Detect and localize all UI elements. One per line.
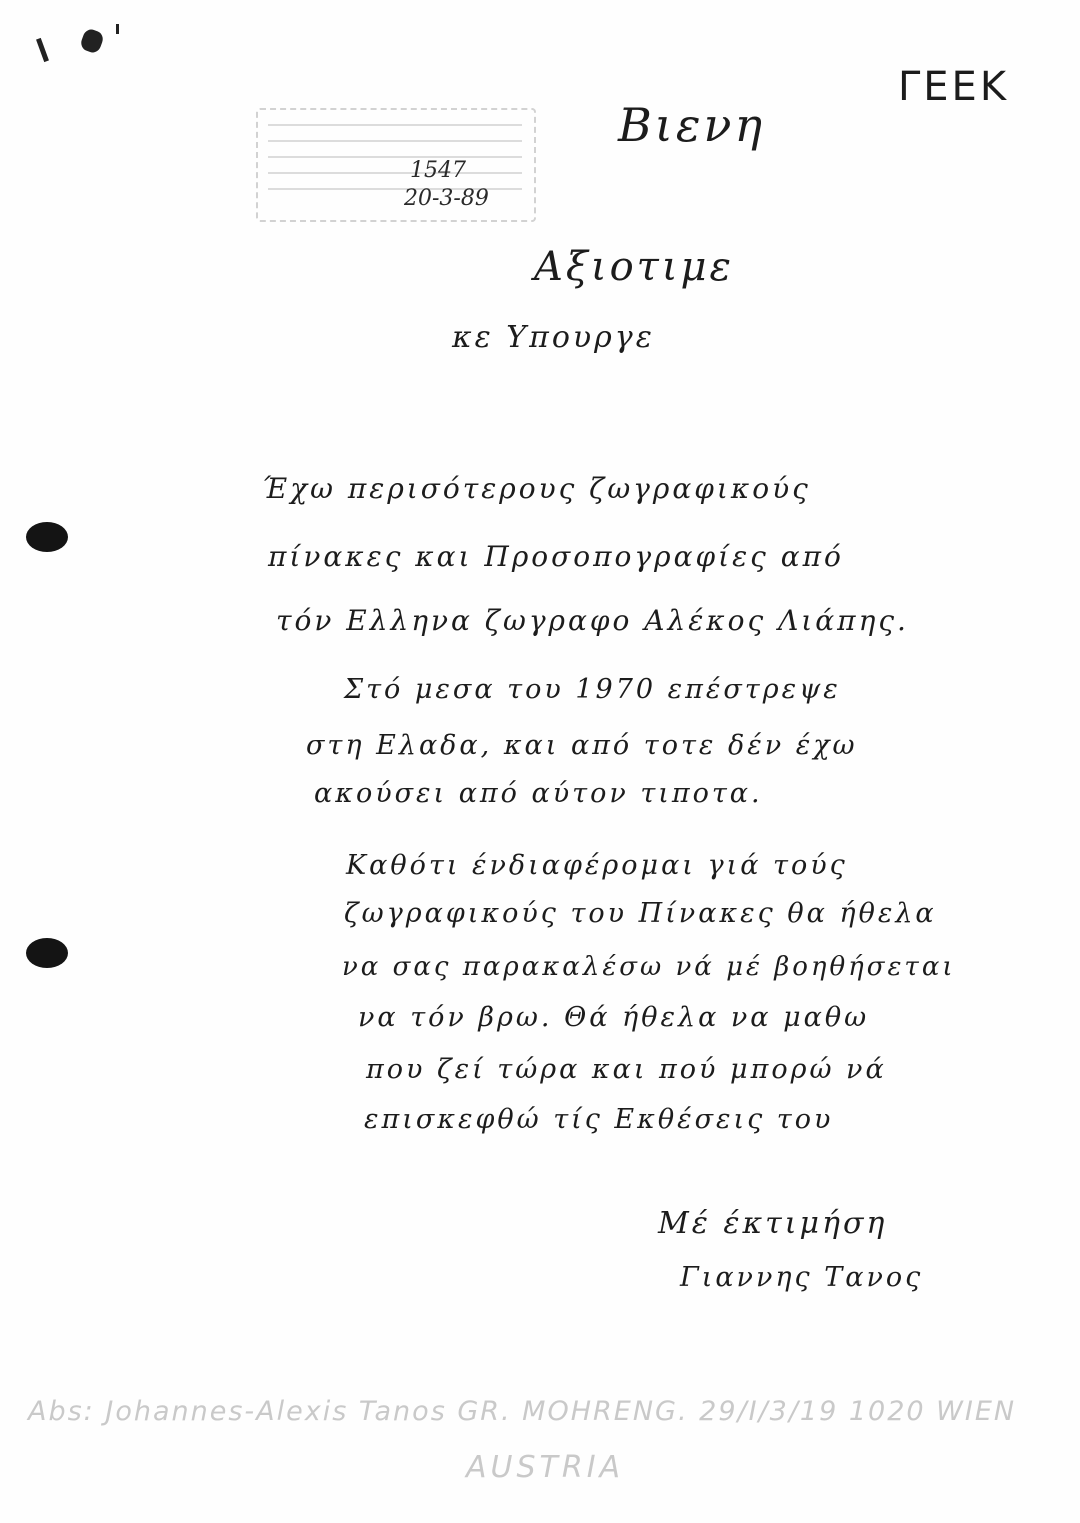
stamp-number: 1547 [410,158,466,183]
signature: Γιαννης Τανος [680,1262,924,1293]
corner-blot-mark [79,27,105,55]
body-p1-line-1: Έχω περισότερους ζωγραφικούς [262,472,811,505]
stamp-lines [258,124,534,190]
body-p1-line-3: τόν Ελληνα ζωγραφο Αλέκος Λιάπης. [276,604,909,637]
salutation-line-1: Αξιοτιμε [534,244,734,290]
body-p2-line-3: ακούσει από αύτον τιποτα. [314,778,763,809]
body-p3-line-1: Καθότι ένδιαφέρομαι γιά τούς [346,850,848,881]
salutation-line-2: κε Υπουργε [452,320,655,355]
registry-stamp [256,108,536,222]
body-p3-line-4: να τόν βρω. Θά ήθελα να μαθω [358,1002,870,1033]
body-p2-line-2: στη Ελαδα, και από τοτε δέν έχω [306,730,858,761]
closing-line: Μέ έκτιμήση [658,1206,888,1241]
body-p1-line-2: πίνακες και Προσοπογραφίες από [268,540,844,573]
sender-address-line-2: AUSTRIA [466,1450,625,1485]
stamp-date: 20-3-89 [404,186,489,211]
corner-tick-mark [116,24,119,34]
office-code: ΓΕΕΚ [898,64,1010,110]
body-p3-line-6: επισκεφθώ τίς Εκθέσεις του [364,1104,834,1135]
city-heading: Βιενη [618,98,766,152]
body-p3-line-5: που ζεί τώρα και πού μπορώ νά [366,1054,887,1085]
body-p2-line-1: Στό μεσα του 1970 επέστρεψε [344,674,841,705]
punch-hole-top [26,522,68,552]
corner-speck-mark [36,38,49,62]
sender-address-line-1: Abs: Johannes-Alexis Tanos GR. MOHRENG. 29/I/3/19 1020 WIEN [28,1396,1017,1427]
body-p3-line-3: να σας παρακαλέσω νά μέ βοηθήσεται [342,952,956,982]
punch-hole-bottom [26,938,68,968]
body-p3-line-2: ζωγραφικούς του Πίνακες θα ήθελα [344,898,937,929]
